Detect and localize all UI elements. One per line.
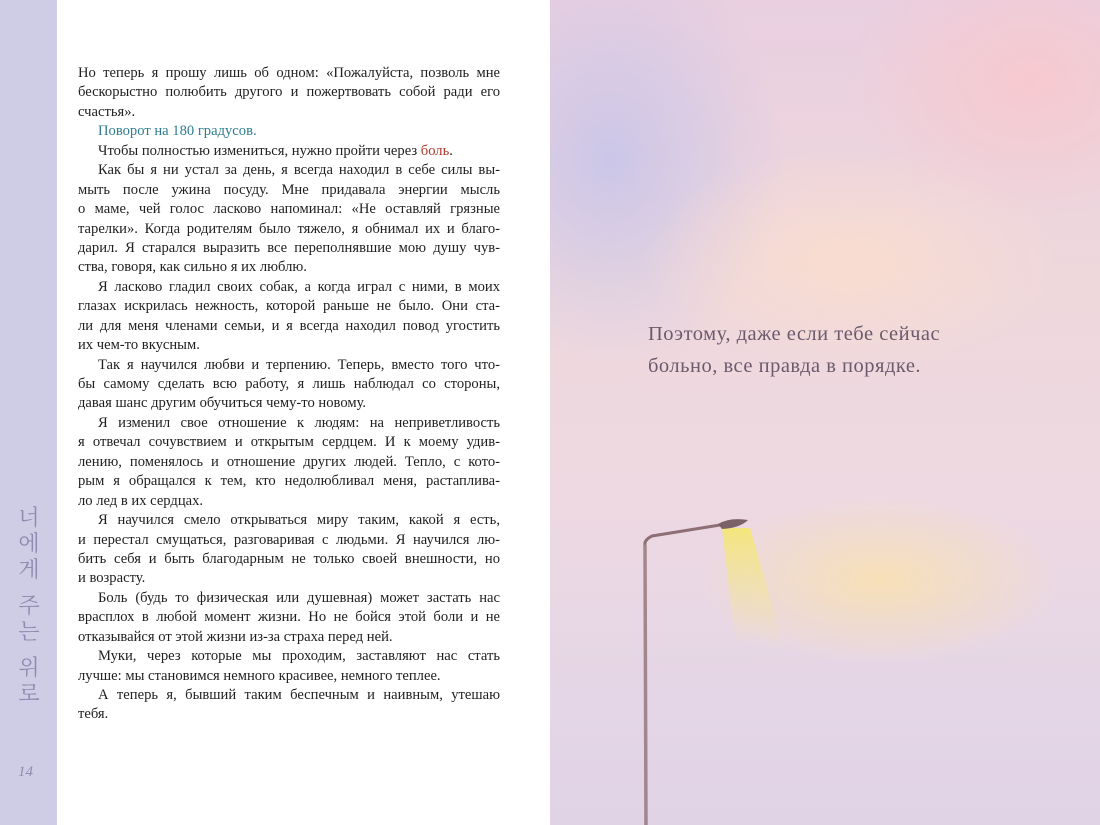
text-line: отказывайся от этой жизни из-за страха перед ней. xyxy=(78,628,393,645)
text-line: Так я научился любви и терпению. Теперь, вместо того что- xyxy=(98,356,500,373)
text-line: счастья». xyxy=(78,103,136,120)
title-char: 로 xyxy=(18,682,40,707)
pull-quote xyxy=(648,318,940,382)
title-char: 위 xyxy=(18,656,40,681)
text-line: ло лед в их сердцах. xyxy=(78,492,204,509)
text-line: лучше: мы становимся немного красивее, немного теплее. xyxy=(78,667,441,684)
text-line: бить себя и быть благодарным не только своей внешности, но xyxy=(78,550,500,567)
title-char: 주 xyxy=(18,594,40,619)
paragraph xyxy=(78,414,500,511)
text-line: врасплох в любой момент жизни. Но не бойся этой боли и не xyxy=(78,609,500,626)
text-line: рым я обращался к тем, кто недолюбливал меня, растаплива- xyxy=(78,473,500,490)
text-line: и возрасту. xyxy=(78,570,146,587)
vertical-book-title xyxy=(14,508,44,710)
text-line: глазах искрилась нежность, которой раньше не было. Они ста- xyxy=(78,298,500,315)
text-line: лению, поменялось и отношение других людей. Тепло, с кото- xyxy=(78,453,500,470)
text-line: бы самому сделать всю работу, я лишь наблюдал со стороны, xyxy=(78,376,500,392)
text-line: Как бы я ни устал за день, я всегда находил в себе силы вы- xyxy=(98,162,500,179)
text-line xyxy=(78,142,500,161)
paragraph xyxy=(78,511,500,589)
paragraph xyxy=(78,589,500,647)
title-char: 너 xyxy=(18,506,40,531)
street-lamp-illustration xyxy=(600,500,800,825)
text-line: я отвечал сочувствием и открытым сердцем. И к моему удив- xyxy=(78,434,500,451)
lamp-head xyxy=(718,519,748,529)
text-line: Муки, через которые мы проходим, заставляют нас стать xyxy=(98,648,500,665)
paragraph xyxy=(78,356,500,414)
highlighted-heading-line: Поворот на 180 градусов. xyxy=(98,123,257,140)
lamp-pole xyxy=(645,525,720,545)
text-line: Я научился смело открываться миру таким, какой я есть, xyxy=(98,512,500,529)
paragraph xyxy=(78,278,500,356)
text-line: мыть после ужина посуду. Мне придавала энергии мысль xyxy=(78,181,500,198)
text-line: Я изменил свое отношение к людям: на неприветливость xyxy=(98,414,500,431)
quote-line: Поэтому, даже если тебе сейчас xyxy=(648,323,941,345)
title-char: 게 xyxy=(18,558,40,583)
text-line: Боль (будь то физическая или душевная) может застать нас xyxy=(98,589,500,606)
lamp-light-beam xyxy=(722,528,785,650)
text-line: бескорыстно полюбить другого и пожертвовать собой ради его xyxy=(78,84,500,101)
quote-line: больно, все правда в порядке. xyxy=(648,355,922,377)
paragraph xyxy=(78,142,500,161)
text-line: тарелки». Когда родителям было тяжело, я обнимал их и благо- xyxy=(78,220,500,237)
text-line: и перестал смущаться, разговаривая с людьми. Я научился лю- xyxy=(78,531,500,548)
text-line: их чем-то вкусным. xyxy=(78,337,200,354)
page-margin-strip xyxy=(0,0,57,825)
text-line: ли для меня членами семьи, и я всегда находил повод угостить xyxy=(78,317,500,334)
text-line: о маме, чей голос ласково напоминал: «Не оставляй грязные xyxy=(78,201,500,218)
paragraph xyxy=(78,64,500,122)
paragraph xyxy=(78,647,500,686)
paragraph xyxy=(78,122,500,141)
body-text xyxy=(78,64,500,725)
title-char: 에 xyxy=(18,532,40,557)
highlighted-word: боль xyxy=(420,142,450,159)
text-segment: . xyxy=(449,142,453,159)
text-line: А теперь я, бывший таким беспечным и наивным, утешаю xyxy=(98,687,500,703)
text-segment: Чтобы полностью измениться, нужно пройти через xyxy=(98,142,421,159)
text-line: Но теперь я прошу лишь об одном: «Пожалуйста, позволь мне xyxy=(78,65,500,81)
text-line: давая шанс другим обучиться чему-то новому. xyxy=(78,395,367,412)
text-line: ства, говоря, как сильно я их люблю. xyxy=(78,259,307,276)
paragraph xyxy=(78,161,500,278)
title-char: 는 xyxy=(18,620,40,645)
page-number: 14 xyxy=(18,764,33,780)
text-line: Я ласково гладил своих собак, а когда играл с ними, в моих xyxy=(98,278,500,295)
paragraph xyxy=(78,686,500,725)
text-line: тебя. xyxy=(78,706,109,723)
right-page-illustration xyxy=(550,0,1100,825)
text-line: дарил. Я старался выразить все переполнявшие мою душу чув- xyxy=(78,239,500,256)
